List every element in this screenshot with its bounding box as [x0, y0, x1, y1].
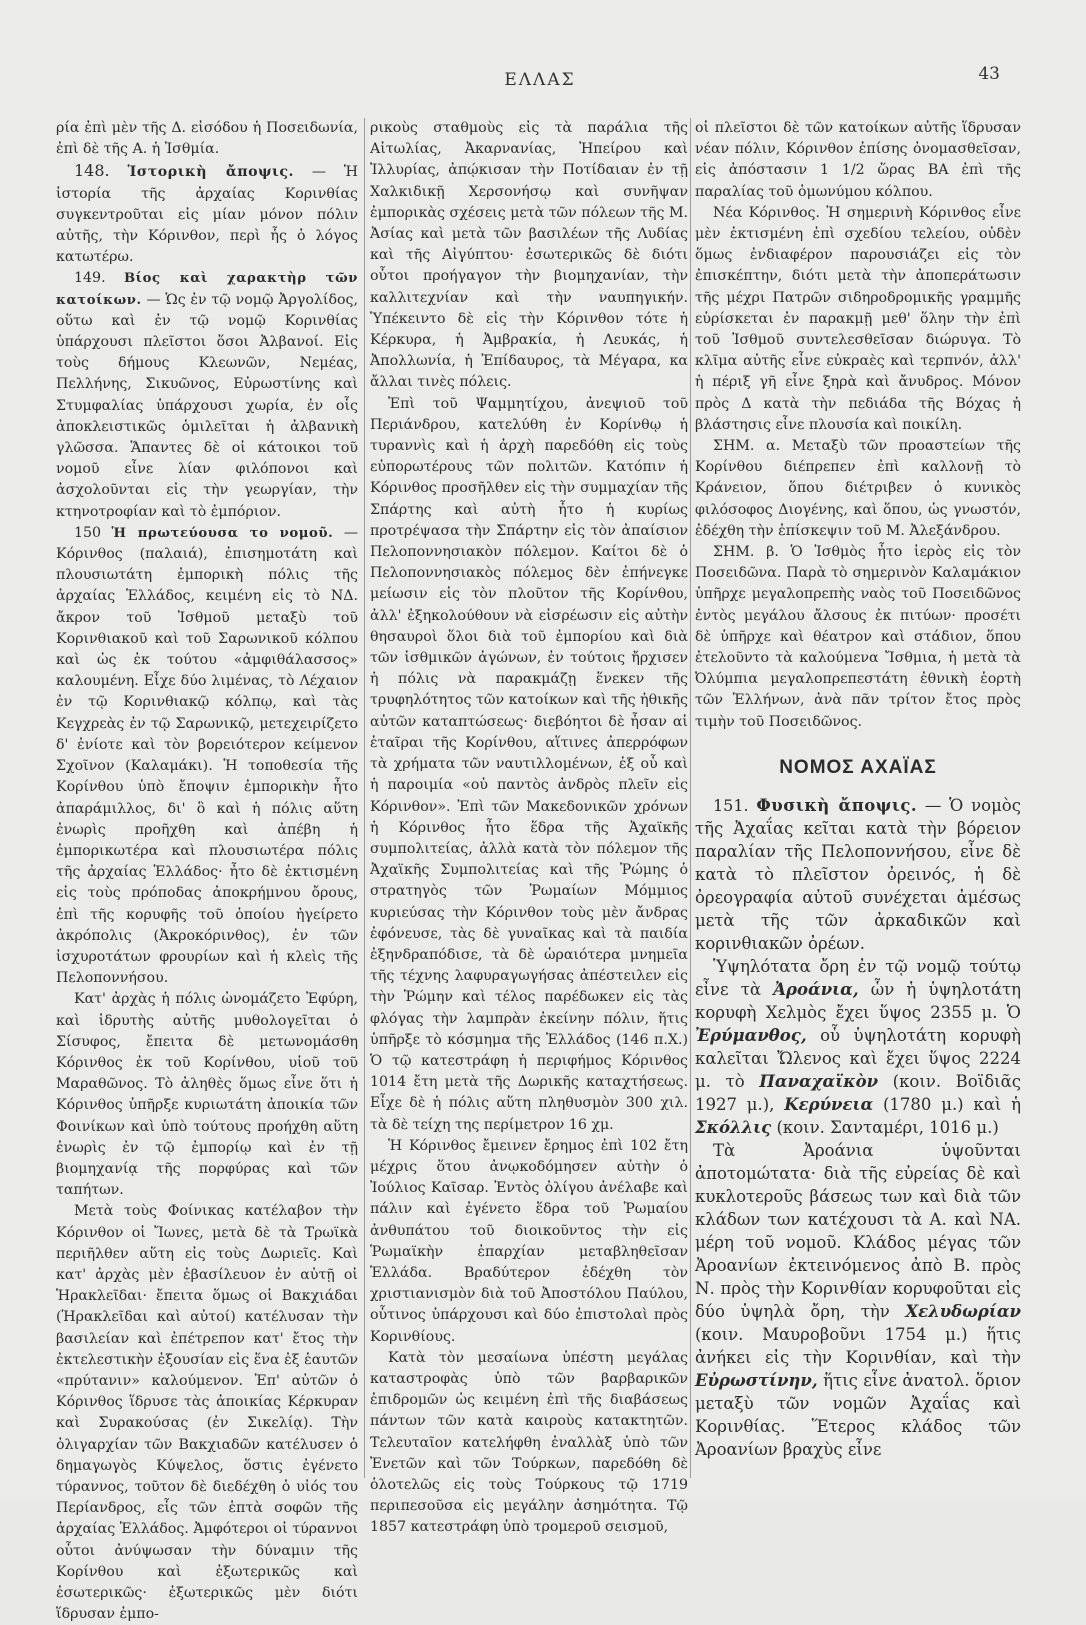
note-b: ΣΗΜ. β. Ὁ Ἰσθμὸς ἦτο ἱερὸς εἰς τὸν Ποσειδῶνα. Παρὰ τὸ σημερινὸν Καλαμάκιον ὑπῆρχε μεγαλοπρεπὴς ναὸς τοῦ Ποσειδῶνος ἐντὸς μεγάλου ἄλσους ἐκ πιτύων· προσέτι δὲ ὑπῆρχε καὶ θέατρον καὶ στάδιον, ὅπου ἐτελοῦντο τὰ καλούμενα Ἴσθμια, ἡ μετὰ τὰ Ὀλύμπια μεγαλοπρεπεστάτη ἐθνικὴ ἑορτὴ τῶν Ἑλλήνων, ἀνὰ πᾶν τρίτον ἔτος πρὸς τιμὴν τοῦ Ποσειδῶνος. — [695, 544, 1021, 730]
text-run: ἥτις εἶνε ἀνατολ. ὅριον μεταξὺ τῶν νομῶν Ἀχαΐας καὶ Κορινθίας. Ἕτερος κλάδος τῶν Ἀροανίων βραχὺς εἶνε — [695, 1371, 1021, 1460]
paragraph: οἱ πλεῖστοι δὲ τῶν κατοίκων αὐτῆς ἵδρυσαν νέαν πόλιν, Κόρινθον ἐπίσης ὀνομασθεῖσαν, εἰς ἀπόστασιν 1 1/2 ὥρας ΒΑ ἐπὶ τῆς παραλίας τοῦ ὁμωνύμου κόλπου. — [695, 120, 1021, 200]
section-number: 148. — [74, 161, 110, 181]
section-149 — [56, 268, 358, 522]
section-text: — Ὁ νομὸς τῆς Ἀχαΐας κεῖται κατὰ τὴν βόρειον παραλίαν τῆς Πελοποννήσου, εἶνε δὲ κατὰ τὸ πλεῖστον ὀρεινός, ἡ δὲ ὀρεογραφία αὐτοῦ συνέχεται ἀμέσως μετὰ τῆς τῶν ἀρκαδικῶν καὶ κορινθιακῶν ὀρέων. — [695, 796, 1021, 954]
mountain-name: Σκόλλις — [695, 1118, 772, 1138]
section-number: 151. — [713, 796, 749, 816]
section-heading: Ἱστορικὴ ἄποψις. — [127, 164, 294, 181]
column-right — [695, 118, 1021, 1478]
column-rule — [364, 118, 365, 1478]
chapter-heading: ΝΟΜΟΣ ΑΧΑΪΑΣ — [779, 756, 937, 778]
text-run: οὗ ὑψηλοτάτη κορυφὴ καλεῖται Ὤλενος καὶ ἔχει ὕψος 2224 μ. τὸ — [695, 1026, 1021, 1092]
paragraph: Μετὰ τοὺς Φοίνικας κατέλαβον τὴν Κόρινθον οἱ Ἴωνες, μετὰ δὲ τὰ Τρωϊκὰ περιῆλθεν αὕτη εἰς τοὺς Δωριεῖς. Καὶ κατ' ἀρχὰς μὲν ἐβασίλευον ἐν αὐτῇ οἱ Ἡρακλεῖδαι· ἔπειτα ὅμως οἱ Βακχιάδαι (Ἡρακλεῖδαι καὶ αὐτοί) κατέλυσαν τὴν βασιλείαν καὶ ἐπέτρεπον κατ' ἔτος τὴν ἐκτελεστικὴν ἐξουσίαν εἰς ἕνα ἐξ ἑαυτῶν «πρύτανιν» καλούμενον. Ἐπ' αὐτῶν ὁ Κόρινθος ἵδρυσε τὰς ἀποικίας Κέρκυραν καὶ Συρακούσας (ἐν Σικελίᾳ). Τὴν ὀλιγαρχίαν τῶν Βακχιαδῶν κατέλυσεν ὁ δημαγωγὸς Κύψελος, ὅστις ἐγένετο τύραννος, τοῦτον δὲ διεδέχθη ὁ υἱός του Περίανδρος, εἷς τῶν ἑπτὰ σοφῶν τῆς ἀρχαίας Ἑλλάδος. Ἀμφότεροι οἱ τύραννοι οὗτοι ἀνύψωσαν τὴν δύναμιν τῆς Κορίνθου καὶ ἐξωτερικῶς καὶ ἐσωτερικῶς· ἐξωτερικῶς μὲν διότι ἵδρυσαν ἐμπο- — [56, 1203, 358, 1623]
section-text: — Κόρινθος (παλαιά), ἐπισημοτάτη καὶ πλουσιωτάτη ἐμπορικὴ πόλις τῆς ἀρχαίας Ἑλλάδος, κειμένη εἰς τὸ ΝΔ. ἄκρον τοῦ Ἰσθμοῦ μεταξὺ τοῦ Κορινθιακοῦ καὶ τοῦ Σαρωνικοῦ κόλπου καὶ ὡς ἐκ τούτου «ἀμφιθάλασσος» καλουμένη. Εἶχε δύο λιμένας, τὸ Λέχαιον ἐν τῷ Κορινθιακῷ κόλπῳ, καὶ τὰς Κεγχρεὰς ἐν τῷ Σαρωνικῷ, μετεχειρίζετο δ' ἐνίοτε καὶ τὸν βορειότερον κείμενον Σχοῖνον (Καλαμάκι). Ἡ τοποθεσία τῆς Κορίνθου ὑπὸ ἔποψιν ἐμπορικὴν ἦτο ἀπαράμιλλος, δι' ὃ καὶ ἡ πόλις αὕτη ἐνωρὶς προῆχθη καὶ ἀπέβη ἡ ἐμπορικωτέρα καὶ πλουσιωτέρα πόλις τῆς ἀρχαίας Ἑλλάδος· ἦτο δὲ ἐκτισμένη εἰς τοὺς πρόποδας ἀποκρήμνου ὄρους, ἐπὶ τῆς κορυφῆς τοῦ ὁποίου ἠγείρετο ἀκρόπολις (Ἀκροκόρινθος), ἐν τῶν ἰσχυροτάτων φρουρίων καὶ ἡ κλεὶς τῆς Πελοποννήσου. — [56, 524, 359, 987]
paragraph: Κατ' ἀρχὰς ἡ πόλις ὠνομάζετο Ἐφύρη, καὶ ἱδρυτὴς αὐτῆς μυθολογεῖται ὁ Σίσυφος, ἔπειτα δὲ μετωνομάσθη Κόρινθος ἐκ τοῦ Κορίνθου, υἱοῦ τοῦ Μαραθῶνος. Τὸ ἀληθὲς ὅμως εἶνε ὅτι ἡ Κόρινθος ὑπῆρξε κυριωτάτη ἀποικία τῶν Φοινίκων καὶ ὑπὸ τούτους προήχθη αὕτη ἐνωρὶς ἐν τῷ ἐμπορίῳ καὶ ἐν τῇ βιομηχανίᾳ τῆς πορφύρας καὶ τῶν ταπήτων. — [56, 991, 358, 1199]
mountain-name: Εὐρωστίνην, — [695, 1371, 818, 1391]
running-title: ΕΛΛΑΣ — [504, 70, 576, 90]
section-151 — [695, 794, 1021, 955]
section-text: — Ὡς ἐν τῷ νομῷ Ἀργολίδος, οὕτω καὶ ἐν τῷ νομῷ Κορινθίας ὑπάρχουσι πλεῖστοι ὅσοι Ἀλβανοί. Εἰς τοὺς δήμους Κλεωνῶν, Νεμέας, Πελλήνης, Σικυῶνος, Εὐρωστίνης καὶ Στυμφαλίας ὑπάρχουσι χωρία, ἐν οἷς ἀποκλειστικῶς ὁμιλεῖται ἡ ἀλβανικὴ γλῶσσα. Ἅπαντες δὲ οἱ κάτοικοι τοῦ νομοῦ εἶνε λίαν φιλόπονοι καὶ ἀσχολοῦνται εἰς τὴν γεωργίαν, τὴν κτηνοτροφίαν καὶ τὸ ἐμπόριον. — [56, 291, 359, 520]
section-number: 149. — [74, 270, 106, 287]
section-heading: Ἡ πρωτεύουσα το νομοῦ. — [111, 525, 334, 541]
mountain-name: Κερύνεια — [784, 1095, 874, 1115]
paragraph: Ἐπὶ τοῦ Ψαμμητίχου, ἀνεψιοῦ τοῦ Περιάνδρου, κατελύθη ἐν Κορίνθῳ ἡ τυραννὶς καὶ ἡ ἀρχὴ παρεδόθη εἰς τοὺς εὐπορωτέρους τῶν πολιτῶν. Κατόπιν ἡ Κόρινθος προσῆλθεν εἰς τὴν συμμαχίαν τῆς Σπάρτης καὶ αὐτὴ ἦτο ἡ κυρίως προτρέψασα τὴν Σπάρτην εἰς τὸν ἀπαίσιον Πελοποννησιακὸν πόλεμον. Καίτοι δὲ ὁ Πελοποννησιακὸς πόλεμος δὲν ἐπήνεγκε μείωσιν εἰς τὸν πλοῦτον τῆς Κορίνθου, ἀλλ' ἐξηκολούθουν νὰ εἰσρέωσιν εἰς αὐτὴν θησαυροὶ ὅλοι διὰ τοῦ ἐμπορίου καὶ διὰ τῶν ἰσθμικῶν ἀγώνων, ἐν τούτοις ἤρχισεν ἡ πόλις νὰ παρακμάζῃ ἕνεκεν τῆς τρυφηλότητος τῶν κατοίκων καὶ τῆς ἠθικῆς αὐτῶν καταπτώσεως· διεβόητοι δὲ ἦσαν αἱ ἑταῖραι τῆς Κορίνθου, αἵτινες ἀπερρόφων τὰ χρήματα τῶν ναυτιλλομένων, ἐξ οὗ καὶ ἡ παροιμία «οὐ παντὸς ἀνδρὸς πλεῖν εἰς Κόρινθον». Ἐπὶ τῶν Μακεδονικῶν χρόνων ἡ Κόρινθος ἦτο ἕδρα τῆς Ἀχαϊκῆς συμπολιτείας, ἀλλὰ κατὰ τὸν πόλεμον τῆς Ἀχαϊκῆς Συμπολιτείας καὶ τῆς Ῥώμης ὁ στρατηγὸς τῶν Ῥωμαίων Μόμμιος κυριεύσας τὴν Κόρινθον τοὺς μὲν ἄνδρας ἐφόνευσε, τὰς δὲ γυναῖκας καὶ τὰ παιδία ἐξηνδραπόδισε, τὰ δὲ ὡραιότερα μνημεῖα τῆς τέχνης λαφυραγωγήσας ἀπέστειλεν εἰς τὴν Ῥώμην καὶ τέλος παρέδωκεν εἰς τὰς φλόγας τὴν λαμπρὰν ἐκείνην πόλιν, ἥτις ὑπῆρξε τὸ κόσμημα τῆς Ἑλλάδος (146 π.Χ.) Ὁ τῷ κατεστράφη ἡ περιφήμος Κόρινθος 1014 ἔτη μετὰ τῆς Δωρικῆς καταχτήσεως. Εἶχε δὲ ἡ πόλις αὕτη πληθυσμὸν 300 χιλ. τὰ δὲ τείχη της περίμετρον 16 χμ. — [370, 395, 688, 1133]
mountain-name: Ἐρύμανθος, — [695, 1026, 807, 1046]
column-rule — [690, 118, 691, 1478]
paragraph: ρικοὺς σταθμοὺς εἰς τὰ παράλια τῆς Αἰτωλίας, Ἀκαρνανίας, Ἠπείρου καὶ Ἰλλυρίας, ἀπῴκισαν τὴν Ποτίδαιαν ἐν τῇ Χαλκιδικῇ Χερσονήσῳ καὶ συνῆψαν ἐμπορικὰς σχέσεις μετὰ τῶν πόλεων τῆς Μ. Ἀσίας καὶ μετὰ τῶν βασιλέων τῆς Λυδίας καὶ τῆς Αἰγύπτου· ἐσωτερικῶς δὲ διότι οὗτοι προήγαγον τὴν βιομηχανίαν, τὴν καλλιτεχνίαν καὶ τὴν ναυπηγικήν. Ὑπέκειντο δὲ εἰς τὴν Κόρινθον τότε ἡ Κέρκυρα, ἡ Ἀμβρακία, ἡ Λευκάς, ἡ Ἀπολλωνία, ἡ Ἐπίδαυρος, τὰ Μέγαρα, κα ἄλλαι τινὲς πόλεις. — [370, 120, 689, 391]
text-run: (1780 μ.) καὶ ἡ — [883, 1095, 1022, 1115]
text-run: Ὑψηλότατα ὄρη ἐν τῷ νομῷ τούτῳ εἶνε τὰ — [695, 957, 1021, 1000]
mountain-name: Παναχαϊκὸν — [759, 1072, 879, 1092]
mountain-name: Ἀροάνια, — [773, 980, 859, 1000]
running-head — [0, 62, 1086, 102]
text-run: (κοιν. Βοϊδιᾶς 1927 μ.), — [695, 1072, 1022, 1115]
paragraph: Νέα Κόρινθος. Ἡ σημερινὴ Κόρινθος εἶνε μὲν ἐκτισμένη ἐπὶ σχεδίου τελείου, οὐδὲν ὅμως ἐνδιαφέρον παρουσιάζει εἰς τὸν ἐπισκέπτην, διότι μετὰ τὴν ἀποπεράτωσιν τῆς μέχρι Πατρῶν σιδηροδρομικῆς γραμμῆς εὑρίσκεται ἐν παρακμῇ μεθ' ὅλην τὴν ἐπὶ τοῦ Ἰσθμοῦ συντελεσθεῖσαν διώρυγα. Τὸ κλῖμα αὐτῆς εἶνε εὐκραὲς καὶ τερπνόν, ἀλλ' ἡ πέριξ γῆ εἶνε ξηρὰ καὶ ἄνυδρος. Μόνον πρὸς Δ κατὰ τὴν πεδιάδα τῆς Βόχας ἡ βλάστησις εἶνε πλουσία καὶ ποικίλη. — [695, 204, 1021, 433]
section-heading: Βίος καὶ χαρακτὴρ τῶν κατοίκων. — [56, 271, 358, 308]
page-number: 43 — [978, 64, 1000, 84]
section-heading: Φυσικὴ ἄποψις. — [756, 796, 918, 816]
mountain-name: Χελυδωρίαν — [905, 1302, 1021, 1322]
paragraph-mountains — [695, 955, 1021, 1139]
section-number: 150 — [74, 524, 102, 541]
paragraph: Ἡ Κόρινθος ἔμεινεν ἔρημος ἐπὶ 102 ἔτη μέχρις ὅτου ἀνῳκοδόμησεν αὐτὴν ὁ Ἰούλιος Καῖσαρ. Ἐντὸς ὀλίγου ἀνέλαβε καὶ πάλιν καὶ ἐγένετο ἕδρα τοῦ Ῥωμαίου ἀνθυπάτου τοῦ διοικοῦντος τὴν εἰς Ῥωμαϊκὴν ἐπαρχίαν μεταβληθεῖσαν Ἑλλάδα. Βραδύτερον ἐδέχθη τὸν χριστιανισμὸν διὰ τοῦ Ἀποστόλου Παύλου, οὗτινος ὑπάρχουσι καὶ δύο ἐπιστολαὶ πρὸς Κορινθίους. — [370, 1137, 688, 1345]
section-text: — Ἡ ἱστορία τῆς ἀρχαίας Κορινθίας συγκεντροῦται εἰς μίαν μόνον πόλιν αὐτῆς, τὴν Κόρινθον, περὶ ἧς ὁ λόγος κατωτέρω. — [56, 164, 358, 266]
section-148 — [56, 160, 358, 268]
column-left — [56, 118, 359, 1623]
paragraph-aroania — [695, 1139, 1021, 1461]
section-150 — [56, 523, 358, 989]
column-middle — [370, 118, 689, 1536]
text-run: (κοιν. Σανταμέρι, 1016 μ.) — [776, 1118, 999, 1138]
paragraph: ρία ἐπὶ μὲν τῆς Δ. εἰσόδου ἡ Ποσειδωνία, ἐπὶ δὲ τῆς Α. ἡ Ἰσθμία. — [56, 120, 358, 158]
paragraph: Κατὰ τὸν μεσαίωνα ὑπέστη μεγάλας καταστροφὰς ὑπὸ τῶν βαρβαρικῶν ἐπιδρομῶν ὡς κειμένη ἐπὶ τῆς διαβάσεως πάντων τῶν κατὰ καιροὺς κατακτητῶν. Τελευταῖον κατελήφθη ἐναλλὰξ ὑπὸ τῶν Ἐνετῶν καὶ τῶν Τούρκων, παρεδόθη δὲ ὁλοτελῶς εἰς τοὺς Τούρκους τῷ 1719 περιπεσοῦσα εἰς μεγάλην ἀσημότητα. Τῷ 1857 κατεστράφη ὑπὸ τρομεροῦ σεισμοῦ, — [370, 1349, 688, 1536]
note-a: ΣΗΜ. α. Μεταξὺ τῶν προαστείων τῆς Κορίνθου διέπρεπεν ἐπὶ καλλονῇ τὸ Κράνειον, ὅπου διέτριβεν ὁ κυνικὸς φιλόσοφος Διογένης, καὶ ὅπου, ὡς γνωστόν, ἐδέχθη τὴν ἐπίσκεψιν τοῦ Μ. Ἀλεξάνδρου. — [695, 438, 1021, 539]
text-run: (κοιν. Μαυροβοῦνι 1754 μ.) ἥτις ἀνήκει εἰς τὴν Κορινθίαν, καὶ τὴν — [695, 1325, 1021, 1368]
text-run: ὧν ἡ ὑψηλοτάτη κορυφὴ Χελμὸς ἔχει ὕψος 2355 μ. Ὁ — [695, 980, 1021, 1023]
text-run: Τὰ Ἀροάνια ὑψοῦνται ἀποτομώτατα· διὰ τῆς εὐρείας δὲ καὶ κυκλοτεροῦς βάσεως των καὶ διὰ τῶν κλάδων των κατέχουσι τὰ Α. καὶ ΝΑ. μέρη τοῦ νομοῦ. Κλάδος μέγας τῶν Ἀροανίων ἐκτεινόμενος ἀπὸ Β. πρὸς Ν. πρὸς τὴν Κορινθίαν κορυφοῦται εἰς δύο ὑψηλὰ ὄρη, τὴν — [695, 1141, 1021, 1322]
